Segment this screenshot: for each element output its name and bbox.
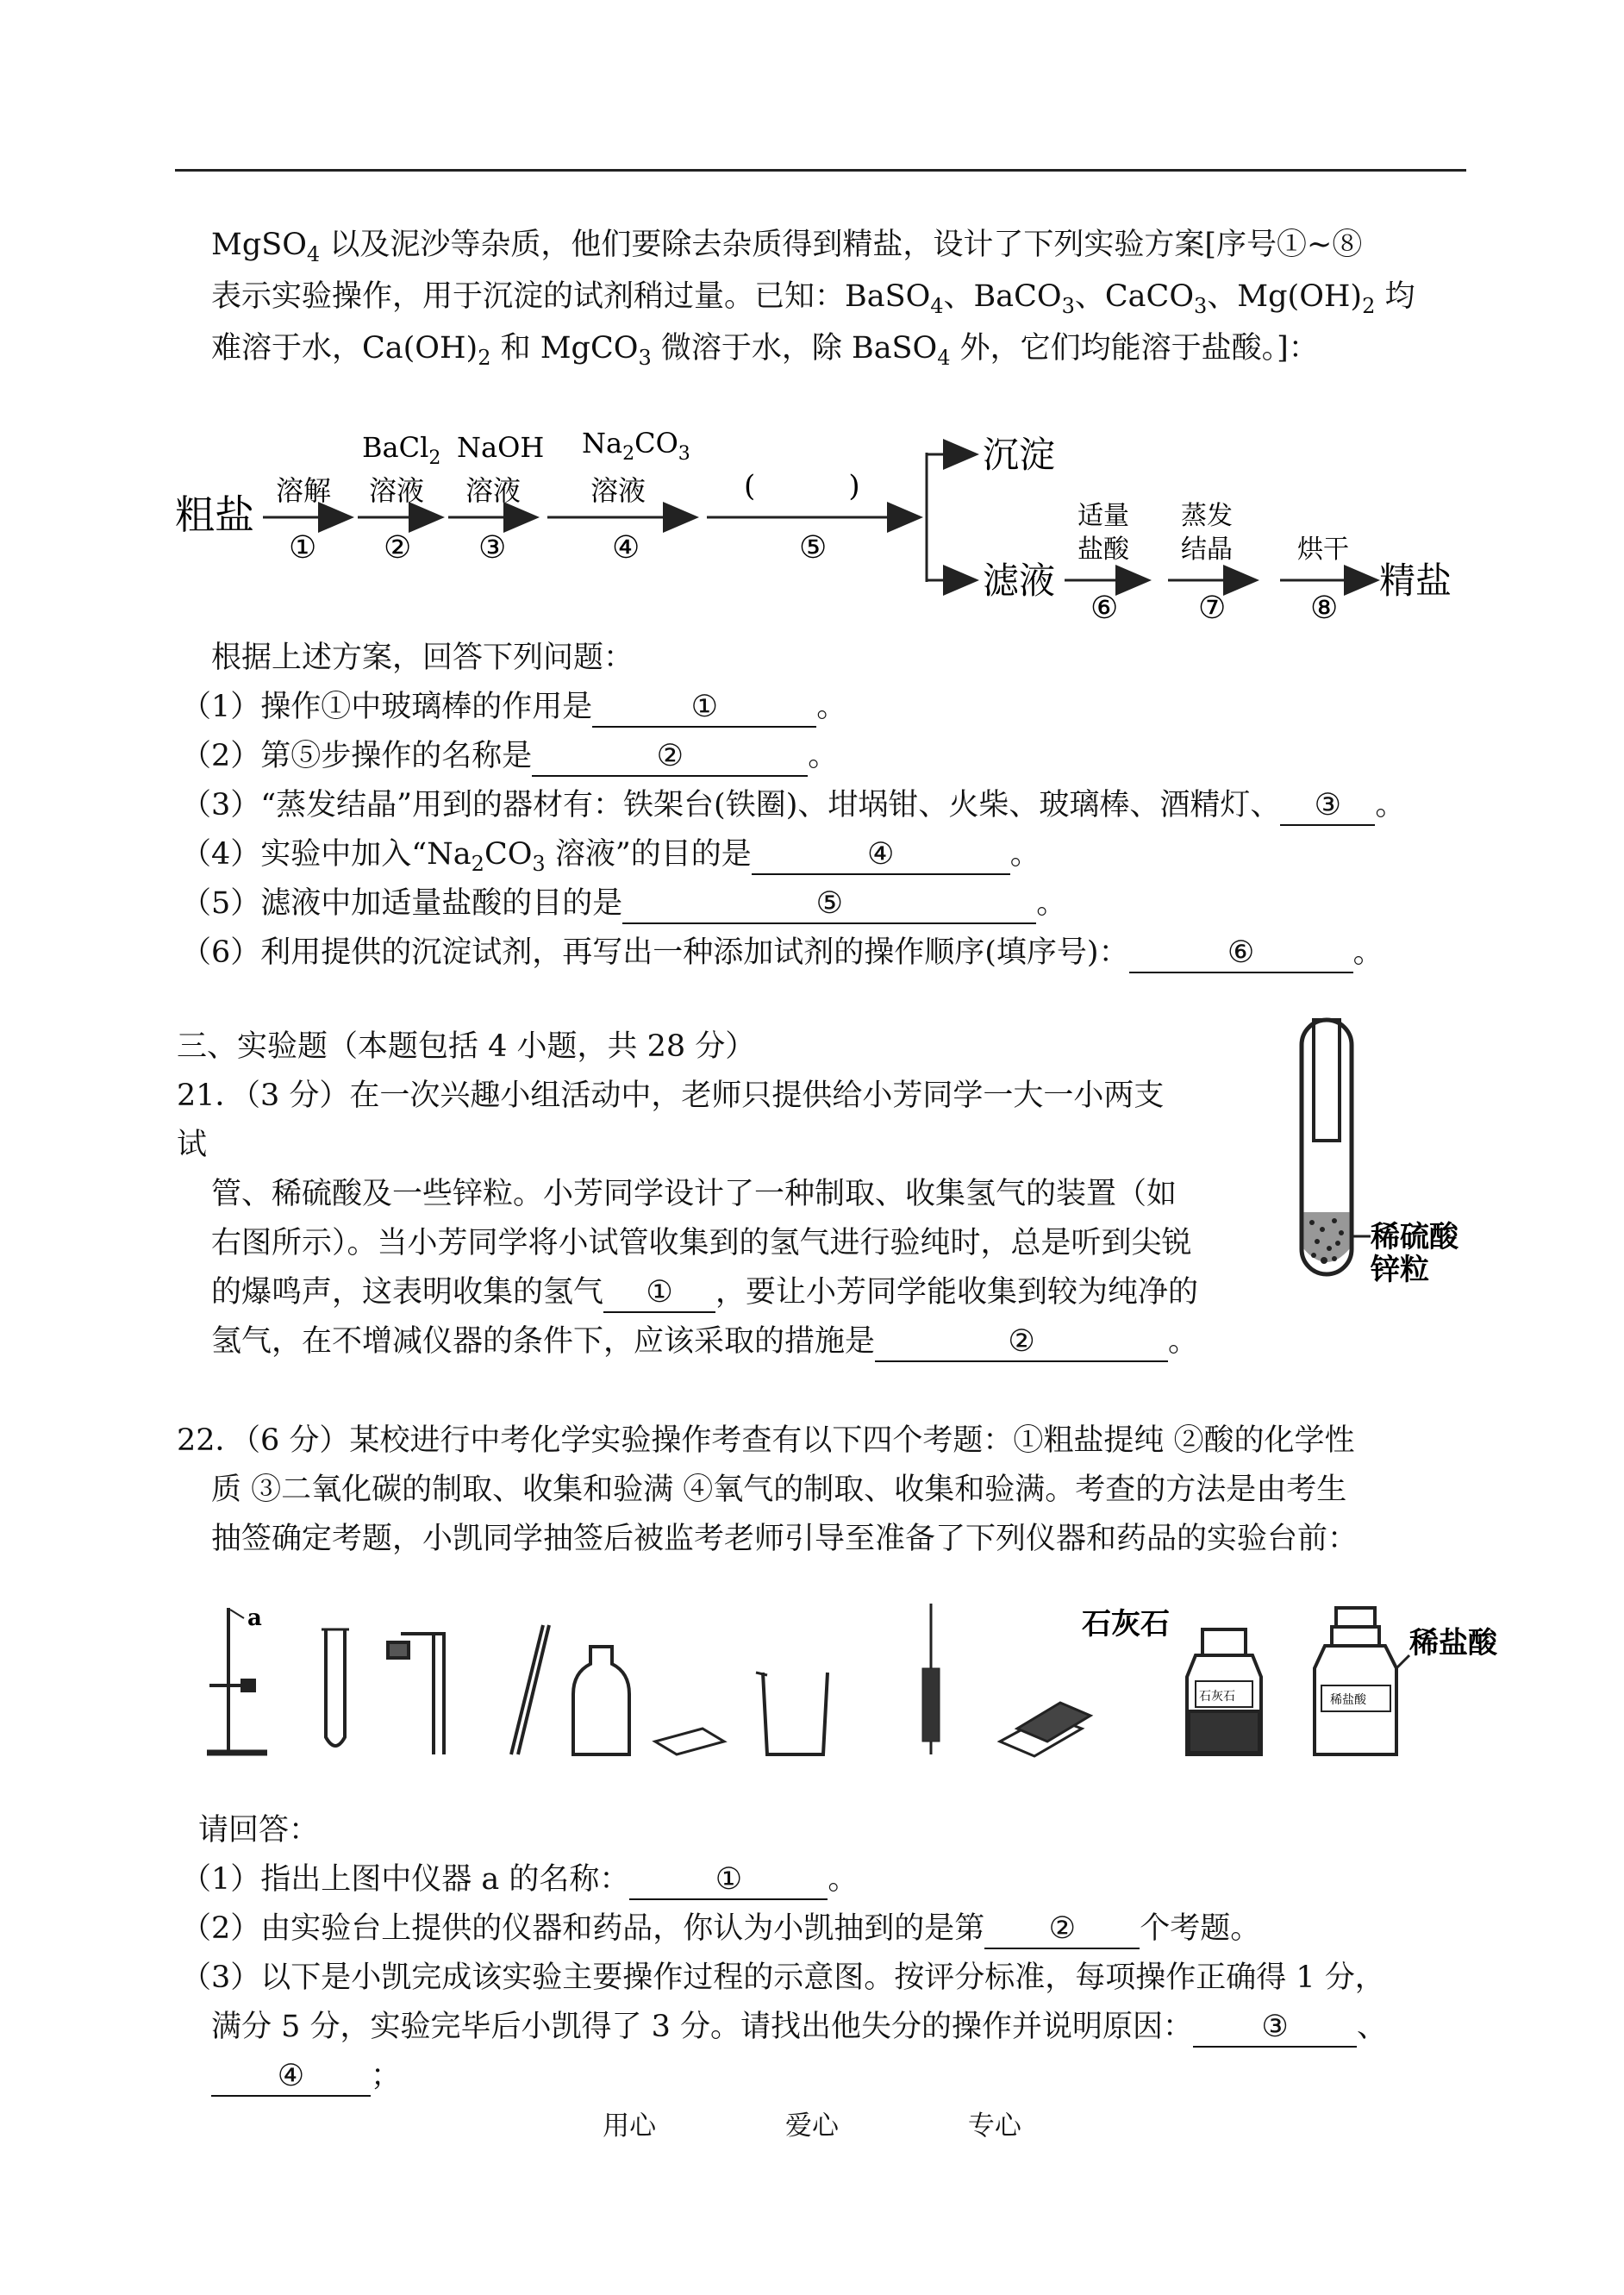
q22-item-1: （1）指出上图中仪器 a 的名称： ① 。 (181, 1855, 858, 1904)
page-footer (0, 2104, 1624, 2142)
answer-blank[interactable]: ③ (1280, 786, 1375, 826)
flow-step7-num: ⑦ (1198, 591, 1227, 626)
answer-blank[interactable]: ⑤ (622, 885, 1036, 924)
q22-item-3-cont: 满分 5 分，实验完毕后小凯得了 3 分。请找出他失分的操作并说明原因： ③ 、 (211, 2003, 1387, 2052)
q20-item-2: （2）第⑤步操作的名称是 ② 。 (181, 732, 838, 781)
limestone-bottle-label: 石灰石 (1199, 1690, 1235, 1704)
answer-blank[interactable]: ① (592, 688, 816, 728)
acid-liquid (1303, 1212, 1350, 1262)
flow-step3-num: ③ (478, 530, 507, 566)
delivery-tube-icon (388, 1634, 444, 1754)
test-tube-icon (326, 1629, 345, 1746)
zinc-granules-label: 锌粒 (1371, 1253, 1429, 1287)
q22-item-3: （3）以下是小凯完成该实验主要操作过程的示意图。按评分标准，每项操作正确得 1 分， (181, 1960, 1385, 1995)
flow-step1-label: 溶解 (276, 474, 332, 507)
section-heading: 三、实验题（本题包括 4 小题，共 28 分） (177, 1029, 756, 1064)
glass-plate-icon (655, 1729, 724, 1754)
flow-step6-label2: 盐酸 (1077, 535, 1129, 565)
flow-step5-blank: ( ) (744, 469, 860, 503)
q22-item-2: （2）由实验台上提供的仪器和药品，你认为小凯抽到的是第 ② 个考题。 (181, 1904, 1260, 1954)
q20-item-6: （6）利用提供的沉淀试剂，再写出一种添加试剂的操作顺序(填序号)： ⑥ 。 (181, 929, 1384, 978)
flow-step4-num: ④ (612, 530, 640, 566)
matchbox-icon (1000, 1703, 1090, 1756)
flow-step7-label2: 结晶 (1181, 535, 1233, 565)
flow-step1-num: ① (289, 530, 317, 566)
flow-step3-reagent: NaOH (457, 431, 545, 464)
footer-word: 爱心 (785, 2111, 839, 2142)
answer-blank[interactable]: ⑥ (1129, 934, 1353, 973)
test-tube-apparatus-figure (1284, 1016, 1491, 1300)
q20-item-3: （3）“蒸发结晶”用到的器材有：铁架台(铁圈)、坩埚钳、火柴、玻璃棒、酒精灯、 ③ 。 (181, 781, 1405, 830)
flow-step5-num: ⑤ (799, 530, 828, 566)
test-tube-brush-icon (922, 1604, 940, 1754)
flow-step3-label: 溶液 (465, 474, 522, 507)
flow-step2-num: ② (384, 530, 412, 566)
q21-line-6: 氢气，在不增减仪器的条件下，应该采取的措施是 ② 。 (211, 1317, 1198, 1366)
flow-step6-label1: 适量 (1077, 501, 1129, 531)
dilute-sulfuric-acid-label: 稀硫酸 (1371, 1220, 1458, 1254)
flow-step2-label: 溶液 (369, 474, 425, 507)
flow-step8-num: ⑧ (1310, 591, 1339, 626)
intro-line-1: MgSO$_4$ 以及泥沙等杂质，他们要除去杂质得到精盐，设计了下列实验方案[序号①~⑧ (211, 228, 1363, 266)
header-rule (175, 169, 1466, 172)
flow-step4-reagent: $Na_2CO_3$ (582, 427, 690, 465)
q20-item-4: （4）实验中加入“$Na_2CO_3$ 溶液”的目的是 ④ 。 (181, 837, 1040, 876)
hydrochloric-acid-label: 稀盐酸 (1409, 1626, 1497, 1660)
flow-step6-num: ⑥ (1090, 591, 1119, 626)
footer-word: 专心 (967, 2111, 1021, 2142)
q21-line-5: 的爆鸣声，这表明收集的氢气 ① ，要让小芳同学能收集到较为纯净的 (211, 1268, 1198, 1317)
answer-blank[interactable]: ④ (752, 835, 1010, 875)
flow-start: 粗盐 (175, 491, 254, 538)
gas-jar-icon (573, 1647, 629, 1754)
q20-lead: 根据上述方案，回答下列问题： (211, 641, 634, 675)
label-a: a (247, 1605, 262, 1631)
q20-item-1: （1）操作①中玻璃棒的作用是 ① 。 (181, 683, 846, 732)
intro-line-3: 难溶于水，$Ca(OH)_2$ 和 MgCO$_3$ 微溶于水，除 BaSO$_4$ 外，它们均能溶于盐酸。]： (211, 331, 1319, 370)
q22-line-1: 22．（6 分）某校进行中考化学实验操作考查有以下四个考题：①粗盐提纯 ②酸的化学性 (177, 1423, 1355, 1458)
q21-line-4: 右图所示）。当小芳同学将小试管收集到的氢气进行验纯时，总是听到尖锐 (211, 1226, 1192, 1260)
flow-end: 精盐 (1379, 560, 1452, 602)
purification-flow-diagram (168, 410, 1478, 634)
flow-step4-label: 溶液 (590, 474, 646, 507)
hcl-bottle-label: 稀盐酸 (1330, 1693, 1366, 1707)
hydrochloric-acid-bottle-icon (1315, 1608, 1396, 1754)
intro-line-2: 表示实验操作，用于沉淀的试剂稍过量。已知：BaSO$_4$、BaCO$_3$、CaCO$_3$、$Mg(OH)_2$ 均 (211, 279, 1415, 318)
answer-blank[interactable]: ③ (1193, 2008, 1357, 2048)
q21-line-2: 试 (177, 1128, 208, 1162)
q22-item-3-end: ④ ； (211, 2052, 401, 2101)
flow-filtrate: 滤液 (983, 560, 1056, 602)
answer-blank[interactable]: ① (629, 1860, 828, 1900)
answer-blank[interactable]: ② (984, 1910, 1140, 1949)
limestone-label: 石灰石 (1082, 1607, 1170, 1642)
q22-line-2: 质 ③二氧化碳的制取、收集和验满 ④氧气的制取、收集和验满。考查的方法是由考生 (211, 1473, 1347, 1507)
q20-item-5: （5）滤液中加适量盐酸的目的是 ⑤ 。 (181, 879, 1066, 929)
flow-step7-label1: 蒸发 (1181, 501, 1233, 531)
q22-line-3: 抽签确定考题，小凯同学抽签后被监考老师引导至准备了下列仪器和药品的实验台前： (211, 1522, 1359, 1556)
flow-step2-reagent: BaCl$_2$ (362, 431, 441, 469)
glass-rod-icon (511, 1625, 549, 1754)
answer-blank[interactable]: ② (532, 737, 808, 777)
footer-word: 用心 (603, 2111, 657, 2142)
lab-apparatus-figure (194, 1599, 1521, 1763)
beaker-icon (763, 1673, 828, 1754)
small-test-tube (1314, 1020, 1340, 1141)
q21-line-3: 管、稀硫酸及一些锌粒。小芳同学设计了一种制取、收集氢气的装置（如 (211, 1177, 1177, 1211)
answer-blank[interactable]: ④ (211, 2057, 371, 2097)
flow-step8-label: 烘干 (1297, 535, 1349, 565)
answer-blank[interactable]: ① (603, 1273, 715, 1313)
q21-line-1: 21．（3 分）在一次兴趣小组活动中，老师只提供给小芳同学一大一小两支 (177, 1079, 1165, 1113)
answer-blank[interactable]: ② (875, 1323, 1168, 1362)
flow-precipitate: 沉淀 (983, 434, 1056, 476)
q22-ask: 请回答： (198, 1813, 320, 1848)
